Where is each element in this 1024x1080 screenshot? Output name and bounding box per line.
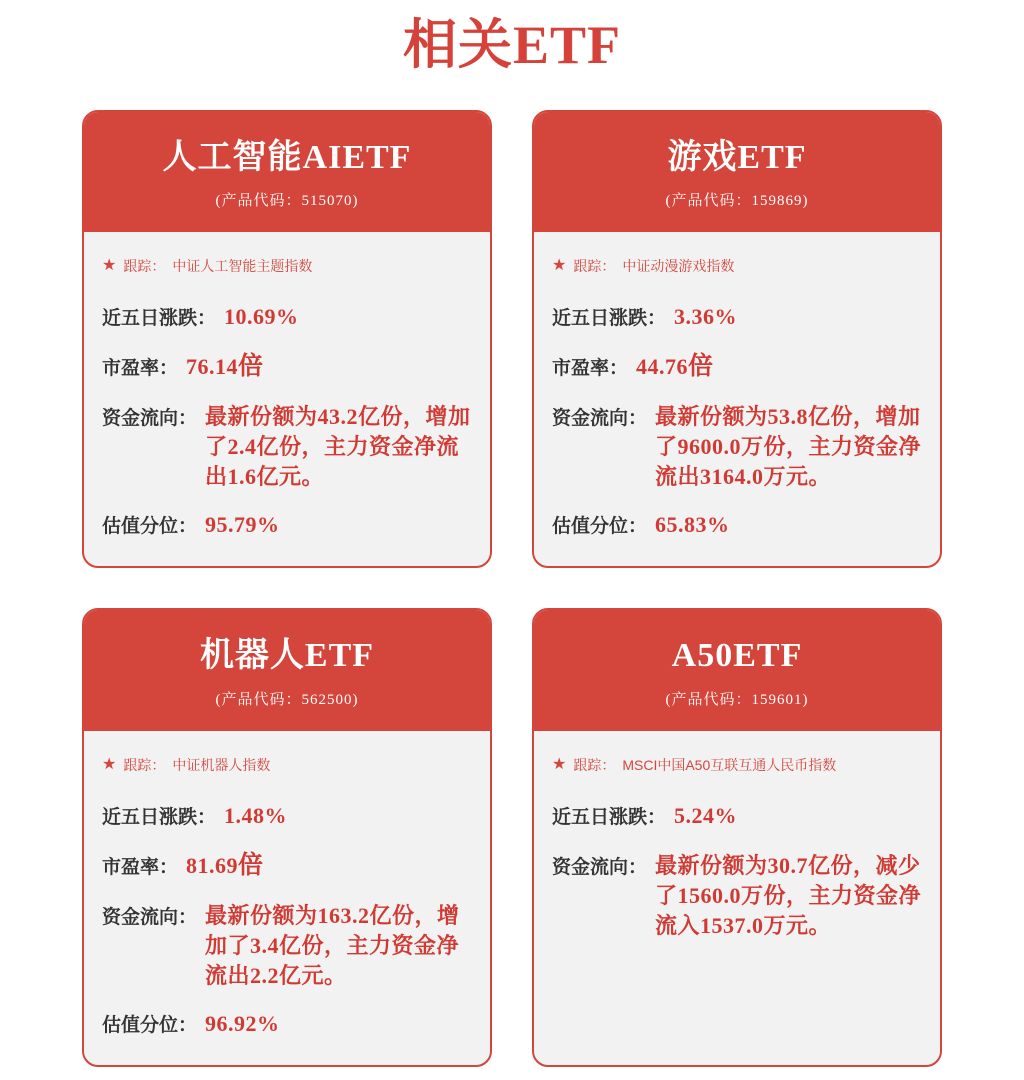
- card-header: [84, 610, 490, 731]
- card-body: [84, 232, 490, 566]
- fund-flow-row: [102, 402, 472, 492]
- card-header: [84, 112, 490, 233]
- valuation-row: [552, 510, 922, 542]
- fund-flow-label: 资金流向：: [102, 408, 198, 430]
- pe-unit: 倍: [688, 353, 714, 381]
- fund-flow-row: [552, 402, 922, 492]
- card-header: [534, 112, 940, 233]
- valuation-value: 95.79%: [205, 512, 280, 538]
- etf-title: 人工智能AIETF: [162, 138, 412, 176]
- fund-flow-label: 资金流向：: [102, 907, 198, 929]
- pe-row: [102, 851, 472, 883]
- track-index: 中证人工智能主题指数: [172, 258, 313, 275]
- fund-flow-value: 最新份额为53.8亿份，增加了9600.0万份，主力资金净流出3164.0万元。: [655, 404, 922, 490]
- pe-value: 81.69倍: [186, 852, 264, 880]
- valuation-row: [102, 510, 472, 542]
- five-day-row: [102, 302, 472, 334]
- fund-flow-row: [552, 851, 922, 941]
- five-day-label: 近五日涨跌：: [102, 807, 217, 829]
- pe-unit: 倍: [238, 852, 264, 880]
- track-label: 跟踪：: [573, 258, 616, 275]
- etf-title: A50ETF: [671, 637, 803, 675]
- valuation-row: [102, 1009, 472, 1041]
- pe-label: 市盈率：: [552, 358, 629, 380]
- track-label: 跟踪：: [123, 757, 166, 774]
- star-icon: ★: [102, 756, 117, 774]
- star-icon: ★: [552, 257, 567, 275]
- pe-row: [552, 352, 922, 384]
- five-day-row: [102, 801, 472, 833]
- fund-flow-label: 资金流向：: [552, 408, 648, 430]
- etf-card-aietf: [82, 110, 492, 569]
- etf-title: 机器人ETF: [199, 637, 375, 675]
- five-day-value: 1.48%: [224, 803, 288, 829]
- card-body: [84, 731, 490, 1065]
- fund-flow-value: 最新份额为30.7亿份，减少了1560.0万份，主力资金净流入1537.0万元。: [655, 853, 922, 939]
- five-day-value: 5.24%: [674, 803, 738, 829]
- track-label: 跟踪：: [573, 757, 616, 774]
- track-index: MSCI中国A50互联互通人民币指数: [622, 757, 837, 774]
- etf-product-code: (产品代码：159601): [665, 692, 809, 709]
- five-day-row: [552, 302, 922, 334]
- valuation-label: 估值分位：: [102, 1015, 198, 1037]
- five-day-label: 近五日涨跌：: [552, 308, 667, 330]
- card-body: [534, 232, 940, 566]
- five-day-value: 3.36%: [674, 304, 738, 330]
- etf-product-code: (产品代码：562500): [215, 692, 359, 709]
- track-row: [102, 256, 472, 276]
- valuation-label: 估值分位：: [102, 516, 198, 538]
- pe-label: 市盈率：: [102, 857, 179, 879]
- track-index: 中证动漫游戏指数: [622, 258, 735, 275]
- valuation-value: 65.83%: [655, 512, 730, 538]
- star-icon: ★: [102, 257, 117, 275]
- five-day-row: [552, 801, 922, 833]
- fund-flow-value: 最新份额为43.2亿份，增加了2.4亿份，主力资金净流出1.6亿元。: [205, 404, 471, 490]
- pe-label: 市盈率：: [102, 358, 179, 380]
- etf-title: 游戏ETF: [667, 138, 807, 176]
- card-body: [534, 731, 940, 965]
- star-icon: ★: [552, 756, 567, 774]
- etf-card-game: [532, 110, 942, 569]
- etf-product-code: (产品代码：159869): [665, 193, 809, 210]
- track-row: [552, 755, 922, 775]
- card-header: [534, 610, 940, 731]
- fund-flow-label: 资金流向：: [552, 857, 648, 879]
- etf-card-a50: [532, 608, 942, 1067]
- pe-unit: 倍: [238, 353, 264, 381]
- page-title: 相关ETF: [402, 15, 622, 75]
- five-day-label: 近五日涨跌：: [102, 308, 217, 330]
- five-day-label: 近五日涨跌：: [552, 807, 667, 829]
- track-index: 中证机器人指数: [172, 757, 271, 774]
- etf-card-robot: [82, 608, 492, 1067]
- five-day-value: 10.69%: [224, 304, 299, 330]
- etf-product-code: (产品代码：515070): [215, 193, 359, 210]
- fund-flow-value: 最新份额为163.2亿份，增加了3.4亿份，主力资金净流出2.2亿元。: [205, 903, 460, 989]
- track-label: 跟踪：: [123, 258, 166, 275]
- etf-card-grid: [0, 110, 1024, 1068]
- track-row: [552, 256, 922, 276]
- pe-value: 76.14倍: [186, 353, 264, 381]
- valuation-value: 96.92%: [205, 1011, 280, 1037]
- fund-flow-row: [102, 901, 472, 991]
- pe-value: 44.76倍: [636, 353, 714, 381]
- valuation-label: 估值分位：: [552, 516, 648, 538]
- track-row: [102, 755, 472, 775]
- pe-row: [102, 352, 472, 384]
